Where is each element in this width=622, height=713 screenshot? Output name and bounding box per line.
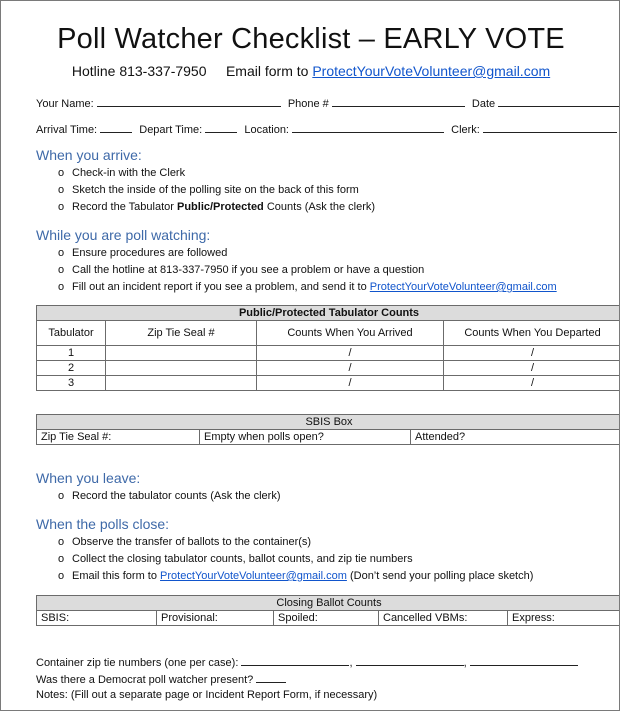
sbis-zip-tie-cell[interactable]: Zip Tie Seal #: bbox=[37, 430, 200, 445]
bullet-icon: o bbox=[58, 247, 65, 259]
leave-item-text: Record the tabulator counts (Ask the clerk) bbox=[72, 490, 281, 502]
list-item bbox=[58, 281, 557, 293]
incident-email-link[interactable]: ProtectYourVoteVolunteer@gmail.com bbox=[369, 281, 557, 293]
table-header: Counts When You Departed bbox=[444, 321, 621, 346]
hotline-text: Hotline 813-337-7950 bbox=[71, 63, 207, 79]
bullet-icon: o bbox=[58, 167, 65, 179]
bullet-icon: o bbox=[58, 553, 65, 565]
arrive-item-text: Record the Tabulator bbox=[72, 201, 174, 213]
close-heading: When the polls close: bbox=[36, 516, 170, 532]
watching-item-text: Ensure procedures are followed bbox=[72, 247, 228, 259]
table-cell-input[interactable] bbox=[106, 376, 257, 391]
email-link[interactable]: ProtectYourVoteVolunteer@gmail.com bbox=[312, 63, 551, 79]
zip-tie-numbers-field[interactable]: Container zip tie numbers (one per case): , , bbox=[36, 655, 582, 669]
democrat-blank[interactable] bbox=[256, 672, 286, 683]
table-header: Zip Tie Seal # bbox=[106, 321, 257, 346]
location-blank[interactable] bbox=[292, 122, 444, 133]
democrat-label: Was there a Democrat poll watcher present? bbox=[36, 674, 254, 686]
table-header: Tabulator bbox=[37, 321, 106, 346]
contact-line bbox=[1, 63, 620, 79]
phone-blank[interactable] bbox=[332, 96, 465, 107]
sbis-count-cell[interactable]: SBIS: bbox=[37, 611, 157, 626]
list-item bbox=[58, 490, 280, 502]
list-item bbox=[58, 570, 533, 582]
list-item bbox=[58, 264, 424, 276]
clerk-label: Clerk: bbox=[451, 124, 480, 136]
table-cell-input[interactable]: / bbox=[444, 346, 621, 361]
bullet-icon: o bbox=[58, 264, 65, 276]
phone-label: Phone # bbox=[287, 98, 329, 110]
arrive-item-text: Sketch the inside of the polling site on the back of this form bbox=[72, 184, 359, 196]
table-cell-input[interactable]: / bbox=[444, 376, 621, 391]
close-item-text: Email this form to bbox=[72, 570, 157, 582]
bullet-icon: o bbox=[58, 281, 65, 293]
zip-tie-label: Container zip tie numbers (one per case): bbox=[36, 657, 239, 669]
table-header: Counts When You Arrived bbox=[257, 321, 444, 346]
arrival-label: Arrival Time: bbox=[36, 124, 98, 136]
watching-heading: While you are poll watching: bbox=[36, 227, 211, 243]
bullet-icon: o bbox=[58, 536, 65, 548]
zip-tie-blank[interactable] bbox=[356, 655, 464, 666]
table-cell: 2 bbox=[37, 361, 106, 376]
table-cell-input[interactable]: / bbox=[257, 361, 444, 376]
tabulator-table-title: Public/Protected Tabulator Counts bbox=[37, 306, 621, 321]
arrive-item-text: Counts (Ask the clerk) bbox=[266, 201, 376, 213]
notes-label: Notes: (Fill out a separate page or Incident Report Form, if necessary) bbox=[36, 689, 378, 701]
time-location-field[interactable] bbox=[36, 122, 620, 136]
bullet-icon: o bbox=[58, 570, 65, 582]
list-item bbox=[58, 167, 185, 179]
arrive-heading: When you arrive: bbox=[36, 147, 142, 163]
provisional-count-cell[interactable]: Provisional: bbox=[157, 611, 274, 626]
zip-tie-blank[interactable] bbox=[241, 655, 349, 666]
table-row bbox=[37, 430, 621, 445]
table-cell-input[interactable]: / bbox=[444, 361, 621, 376]
close-item-text: Observe the transfer of ballots to the container(s) bbox=[72, 536, 312, 548]
close-email-link[interactable]: ProtectYourVoteVolunteer@gmail.com bbox=[160, 570, 347, 582]
name-label: Your Name: bbox=[36, 98, 94, 110]
clerk-blank[interactable] bbox=[483, 122, 617, 133]
location-label: Location: bbox=[244, 124, 289, 136]
arrive-item-text: Check-in with the Clerk bbox=[72, 167, 186, 179]
close-item-text: Collect the closing tabulator counts, ballot counts, and zip tie numbers bbox=[72, 553, 413, 565]
sbis-attended-cell[interactable]: Attended? bbox=[411, 430, 621, 445]
bullet-icon: o bbox=[58, 184, 65, 196]
bullet-icon: o bbox=[58, 490, 65, 502]
sbis-empty-cell[interactable]: Empty when polls open? bbox=[200, 430, 411, 445]
list-item bbox=[58, 247, 227, 259]
table-row bbox=[37, 376, 621, 391]
name-blank[interactable] bbox=[97, 96, 281, 107]
page-title: Poll Watcher Checklist – EARLY VOTE bbox=[57, 23, 565, 55]
express-count-cell[interactable]: Express: bbox=[508, 611, 621, 626]
sbis-box-table bbox=[36, 414, 620, 445]
table-row bbox=[37, 611, 621, 626]
depart-blank[interactable] bbox=[205, 122, 237, 133]
table-cell-input[interactable] bbox=[106, 346, 257, 361]
closing-ballot-counts-table bbox=[36, 595, 620, 626]
email-form-label: Email form to bbox=[225, 63, 309, 79]
table-cell: 1 bbox=[37, 346, 106, 361]
arrive-item-bold: Public/Protected bbox=[176, 201, 264, 213]
date-label: Date bbox=[471, 98, 496, 110]
spoiled-count-cell[interactable]: Spoiled: bbox=[274, 611, 379, 626]
table-cell: 3 bbox=[37, 376, 106, 391]
list-item bbox=[58, 536, 311, 548]
date-blank[interactable] bbox=[498, 96, 620, 107]
watching-item-text: Fill out an incident report if you see a problem, and send it to bbox=[72, 281, 367, 293]
closing-table-title: Closing Ballot Counts bbox=[37, 596, 621, 611]
name-field[interactable] bbox=[36, 96, 620, 110]
list-item bbox=[58, 184, 359, 196]
table-row bbox=[37, 361, 621, 376]
depart-label: Depart Time: bbox=[139, 124, 203, 136]
leave-heading: When you leave: bbox=[36, 470, 141, 486]
sbis-table-title: SBIS Box bbox=[37, 415, 621, 430]
watching-item-text: Call the hotline at 813-337-7950 if you see a problem or have a question bbox=[72, 264, 425, 276]
list-item bbox=[58, 201, 375, 213]
list-item bbox=[58, 553, 413, 565]
democrat-watcher-field[interactable] bbox=[36, 672, 290, 686]
table-cell-input[interactable] bbox=[106, 361, 257, 376]
table-cell-input[interactable]: / bbox=[257, 376, 444, 391]
table-row bbox=[37, 346, 621, 361]
zip-tie-blank[interactable] bbox=[470, 655, 578, 666]
cancelled-vbms-cell[interactable]: Cancelled VBMs: bbox=[379, 611, 508, 626]
bullet-icon: o bbox=[58, 201, 65, 213]
tabulator-counts-table bbox=[36, 305, 620, 391]
table-cell-input[interactable]: / bbox=[257, 346, 444, 361]
arrival-blank[interactable] bbox=[100, 122, 132, 133]
close-item-text: (Don’t send your polling place sketch) bbox=[349, 570, 534, 582]
